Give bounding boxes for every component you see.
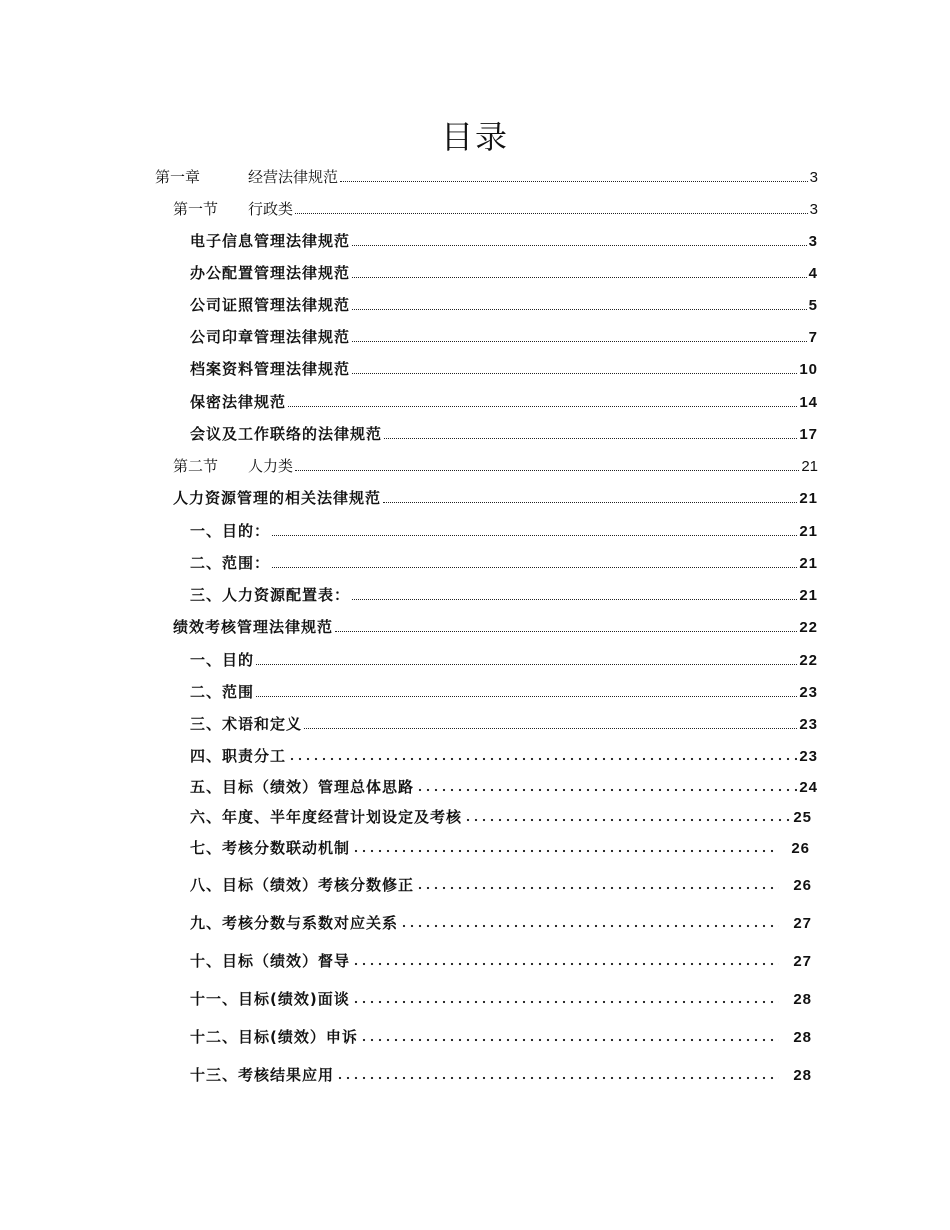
toc-entry[interactable] <box>190 358 818 380</box>
toc-entry-number: 第二节 <box>173 457 219 475</box>
toc-entry[interactable] <box>190 837 810 859</box>
toc-entry-label: 经营法律规范 <box>248 168 339 186</box>
toc-entry-page: 10 <box>799 361 818 378</box>
toc-entry-page: 23 <box>799 716 818 733</box>
toc-entry[interactable] <box>190 1026 812 1048</box>
toc-entry-page: 21 <box>801 458 818 475</box>
toc-entry-page: 23 <box>799 684 818 701</box>
toc-entry-label: 电子信息管理法律规范 <box>190 232 351 250</box>
dot-leader <box>295 470 799 471</box>
toc-entry-label: 一、目的： <box>190 522 271 540</box>
toc-entry-page: 22 <box>799 652 818 669</box>
toc-entry-label: 十二、目标(绩效）申诉 <box>190 1028 358 1046</box>
dot-leader <box>464 818 791 822</box>
toc-entry[interactable] <box>190 649 818 671</box>
toc-entry-page: 28 <box>793 991 812 1008</box>
toc-title: 目录 <box>440 118 509 156</box>
dot-leader <box>360 1038 779 1042</box>
toc-entry[interactable] <box>190 745 818 767</box>
toc-entry-page: 28 <box>793 1067 812 1084</box>
toc-entry-page: 23 <box>799 748 818 765</box>
toc-entry-page: 26 <box>791 840 810 857</box>
toc-entry-label: 八、目标（绩效）考核分数修正 <box>190 876 415 894</box>
toc-entry-label: 十一、目标(绩效)面谈 <box>190 990 350 1008</box>
dot-leader <box>288 406 797 407</box>
toc-entry-label: 会议及工作联络的法律规范 <box>190 425 383 443</box>
dot-leader <box>352 962 779 966</box>
toc-entry-label: 九、考核分数与系数对应关系 <box>190 914 399 932</box>
toc-entry-label: 行政类 <box>248 200 294 218</box>
dot-leader <box>352 277 807 278</box>
toc-entry-page: 28 <box>793 1029 812 1046</box>
toc-entry-page: 21 <box>799 490 818 507</box>
toc-entry-page: 5 <box>808 297 818 314</box>
dot-leader <box>352 309 807 310</box>
toc-entry[interactable] <box>190 988 812 1010</box>
toc-entry-label: 六、年度、半年度经营计划设定及考核 <box>190 808 463 826</box>
toc-entry-label: 四、职责分工 <box>190 747 287 765</box>
toc-entry-label: 人力类 <box>248 457 294 475</box>
toc-entry-page: 21 <box>799 587 818 604</box>
toc-entry-page: 21 <box>799 555 818 572</box>
toc-entry-label: 人力资源管理的相关法律规范 <box>173 489 382 507</box>
toc-entry-label: 二、范围： <box>190 554 271 572</box>
toc-entry[interactable] <box>190 681 818 703</box>
dot-leader <box>352 373 797 374</box>
toc-entry-page: 21 <box>799 523 818 540</box>
toc-entry-page: 26 <box>793 877 812 894</box>
toc-entry[interactable] <box>173 616 818 638</box>
dot-leader <box>416 788 797 792</box>
toc-entry-label: 一、目的 <box>190 651 255 669</box>
toc-entry-label: 办公配置管理法律规范 <box>190 264 351 282</box>
dot-leader <box>272 567 797 568</box>
toc-entry-page: 3 <box>808 233 818 250</box>
toc-entry[interactable] <box>190 326 818 348</box>
toc-entry-label: 二、范围 <box>190 683 255 701</box>
dot-leader <box>336 1076 779 1080</box>
toc-entry-label: 十、目标（绩效）督导 <box>190 952 351 970</box>
toc-entry[interactable] <box>190 423 818 445</box>
dot-leader <box>352 1000 780 1004</box>
dot-leader <box>416 886 779 890</box>
toc-entry-page: 7 <box>808 329 818 346</box>
dot-leader <box>400 924 779 928</box>
dot-leader <box>352 341 807 342</box>
toc-entry-label: 保密法律规范 <box>190 393 287 411</box>
toc-entry-page: 27 <box>793 915 812 932</box>
toc-entry-page: 3 <box>809 201 818 218</box>
dot-leader <box>352 849 777 853</box>
toc-entry-label: 公司证照管理法律规范 <box>190 296 351 314</box>
toc-entry[interactable] <box>173 487 818 509</box>
dot-leader <box>256 696 797 697</box>
toc-entry[interactable] <box>190 391 818 413</box>
toc-entry-label: 十三、考核结果应用 <box>190 1066 335 1084</box>
toc-entry[interactable] <box>190 520 818 542</box>
toc-entry-section-2[interactable] <box>173 455 818 477</box>
toc-entry-page: 25 <box>793 809 812 826</box>
toc-entry-label: 三、人力资源配置表： <box>190 586 351 604</box>
toc-entry-page: 22 <box>799 619 818 636</box>
toc-entry[interactable] <box>190 874 812 896</box>
dot-leader <box>272 535 797 536</box>
dot-leader <box>288 757 797 761</box>
toc-entry-chapter-1[interactable] <box>155 166 818 188</box>
dot-leader <box>335 631 797 632</box>
toc-entry-label: 档案资料管理法律规范 <box>190 360 351 378</box>
toc-entry[interactable] <box>190 552 818 574</box>
dot-leader <box>383 502 797 503</box>
toc-entry-section-1[interactable] <box>173 198 818 220</box>
dot-leader <box>295 213 808 214</box>
toc-entry-label: 公司印章管理法律规范 <box>190 328 351 346</box>
toc-entry-number: 第一章 <box>155 168 201 186</box>
toc-entry[interactable] <box>190 1064 812 1086</box>
dot-leader <box>304 728 797 729</box>
dot-leader <box>352 245 807 246</box>
toc-entry-page: 3 <box>809 169 818 186</box>
toc-entry-number: 第一节 <box>173 200 219 218</box>
toc-entry[interactable] <box>190 262 818 284</box>
dot-leader <box>256 664 797 665</box>
toc-entry[interactable] <box>190 294 818 316</box>
toc-entry[interactable] <box>190 776 818 798</box>
toc-entry[interactable] <box>190 806 812 828</box>
toc-entry-label: 七、考核分数联动机制 <box>190 839 351 857</box>
toc-entry[interactable] <box>190 230 818 252</box>
toc-entry-label: 五、目标（绩效）管理总体思路 <box>190 778 415 796</box>
toc-entry-page: 14 <box>799 394 818 411</box>
toc-entry[interactable] <box>190 584 818 606</box>
dot-leader <box>352 599 797 600</box>
dot-leader <box>384 438 797 439</box>
toc-entry-label: 三、术语和定义 <box>190 715 303 733</box>
dot-leader <box>340 181 808 182</box>
toc-entry-page: 17 <box>799 426 818 443</box>
toc-entry-page: 27 <box>793 953 812 970</box>
toc-entry[interactable] <box>190 950 812 972</box>
toc-entry[interactable] <box>190 912 812 934</box>
toc-entry[interactable] <box>190 713 818 735</box>
toc-entry-page: 24 <box>799 779 818 796</box>
toc-entry-page: 4 <box>808 265 818 282</box>
toc-entry-label: 绩效考核管理法律规范 <box>173 618 334 636</box>
